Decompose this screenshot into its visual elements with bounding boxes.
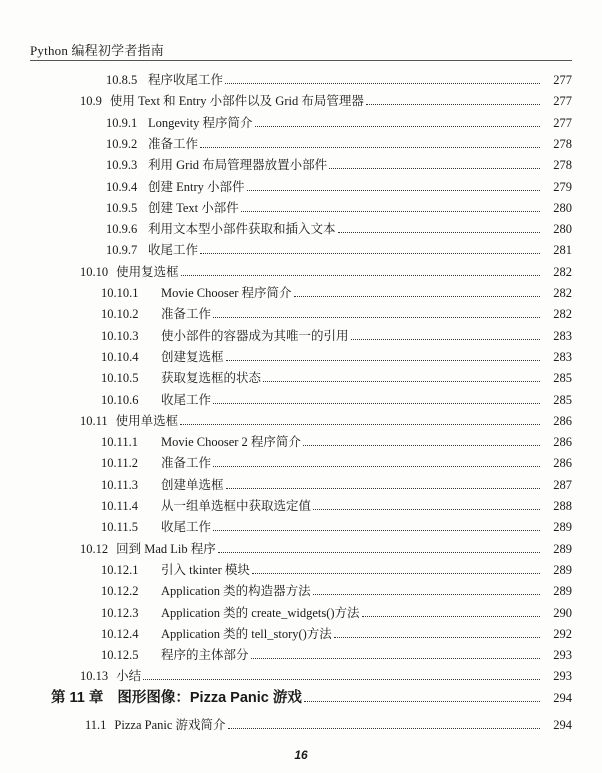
toc-page-number: 277 [553,94,572,109]
toc-title: 程序的主体部分 [161,648,249,663]
toc-subsection [0,388,602,408]
toc-number: 10.12.4 [101,626,139,641]
toc-number: 10.9.1 [106,115,138,130]
dot-leader [334,637,540,638]
toc-subsection [0,324,602,344]
toc-number: 11.1 [85,717,107,732]
toc-page-number: 287 [553,477,572,492]
toc-number: 10.9.3 [106,158,138,173]
toc-subsection [0,345,602,365]
toc-title: Pizza Panic 游戏简介 [114,717,226,732]
toc-subsection [0,579,602,599]
dot-leader [313,594,540,595]
toc-number: 10.12.1 [101,562,139,577]
toc-title: 创建单选框 [161,477,224,492]
toc-page-number: 280 [553,200,572,215]
toc-page-number: 292 [553,626,572,641]
toc-subsection [0,515,602,535]
toc-title: Movie Chooser 2 程序简介 [161,435,301,450]
dot-leader [329,168,540,169]
toc-number: 10.10 [80,264,109,279]
dot-leader [228,728,540,729]
toc-title: 使用单选框 [115,413,179,428]
dot-leader [225,83,540,84]
dot-leader [213,403,540,404]
toc-subsection [0,643,602,663]
toc-number: 10.10.4 [101,349,139,364]
toc-number: 10.10.5 [101,371,139,386]
toc-title: 小结 [116,669,142,684]
toc-page-number: 293 [553,669,572,684]
dot-leader [181,275,540,276]
toc-title: 创建复选框 [161,349,224,364]
toc-subsection [0,238,602,258]
toc-title: Application 类的 tell_story()方法 [161,626,332,641]
toc-subsection [0,622,602,642]
toc-section [0,664,602,684]
toc-number: 10.12 [80,541,109,556]
toc-section [0,713,602,733]
toc-title: 准备工作 [161,307,212,322]
toc-page-number: 279 [553,179,572,194]
toc-title: 利用 Grid 布局管理器放置小部件 [148,158,328,173]
toc-number: 10.9 [80,94,102,109]
toc-page-number: 283 [553,349,572,364]
toc-title: 收尾工作 [148,243,199,258]
toc-title: 收尾工作 [161,392,212,407]
toc-title: Application 类的 create_widgets()方法 [161,605,360,620]
dot-leader [143,679,540,680]
toc-number: 10.9.5 [106,200,138,215]
toc-number: 10.11.2 [101,456,139,471]
toc-number: 10.10.2 [101,307,139,322]
dot-leader [304,701,540,702]
toc-subsection [0,132,602,152]
toc-page-number: 282 [553,307,572,322]
toc-number: 10.12.2 [101,584,139,599]
toc-title: 收尾工作 [161,520,212,535]
toc-subsection [0,68,602,88]
toc-page-number: 286 [553,435,572,450]
toc-page-number: 277 [553,73,572,87]
page-number: 16 [294,748,308,762]
dot-leader [251,658,540,659]
toc-page-number: 290 [553,605,572,620]
toc-title: 回到 Mad Lib 程序 [116,541,216,556]
toc-number: 10.13 [80,669,109,684]
dot-leader [213,466,540,467]
toc-subsection [0,430,602,450]
toc-number: 10.11.3 [101,477,139,492]
toc-title: 程序收尾工作 [148,73,224,87]
toc-number: 10.9.6 [106,222,138,237]
toc-number: 10.12.5 [101,648,139,663]
dot-leader [241,211,540,212]
dot-leader [218,552,540,553]
toc-page-number: 282 [553,286,572,300]
toc-section [0,537,602,557]
toc-section [0,260,602,280]
toc-number: 10.9.4 [106,179,138,194]
dot-leader [313,509,540,510]
dot-leader [200,147,540,148]
toc-title: Movie Chooser 程序简介 [161,286,292,300]
toc-page-number: 280 [553,222,572,237]
toc-number: 10.10.1 [101,286,139,300]
toc-title: 使用复选框 [116,264,179,279]
toc-title: 从一组单选框中获取选定值 [161,499,312,513]
toc-page-number: 288 [553,499,572,513]
toc-number: 10.11 [80,413,108,428]
toc-subsection [0,196,602,216]
toc-title: 准备工作 [148,136,199,151]
toc-subsection [0,473,602,493]
toc-number: 10.10.3 [101,328,139,343]
toc-page-number: 289 [553,562,572,577]
toc-title: 创建 Text 小部件 [148,200,239,215]
toc-number: 10.11.5 [101,520,139,535]
dot-leader [366,104,540,105]
toc-subsection [0,175,602,195]
dot-leader [180,424,540,425]
toc-number: 10.9.7 [106,243,138,258]
toc-title: 创建 Entry 小部件 [148,179,245,194]
dot-leader [303,445,540,446]
toc-page-number: 281 [553,243,572,258]
toc-number: 10.11.4 [101,499,139,513]
toc-subsection [0,366,602,386]
toc-page-number: 294 [553,690,572,705]
toc-page-number: 286 [553,456,572,471]
dot-leader [226,488,540,489]
toc-page-number: 278 [553,158,572,173]
toc-page-number: 293 [553,648,572,663]
toc-page-number: 289 [553,584,572,599]
dot-leader [351,339,540,340]
running-header: Python 编程初学者指南 [30,43,164,58]
toc-title: 使小部件的容器成为其唯一的引用 [161,328,349,343]
toc-subsection [0,111,602,131]
toc-page-number: 283 [553,328,572,343]
toc-page-number: 282 [553,264,572,279]
toc-title: 利用文本型小部件获取和插入文本 [148,222,336,237]
toc-page-number: 285 [553,392,572,407]
dot-leader [200,253,540,254]
toc-title: Application 类的构造器方法 [161,584,311,599]
toc-subsection [0,601,602,621]
toc-number: 10.9.2 [106,136,138,151]
toc-title: 使用 Text 和 Entry 小部件以及 Grid 布局管理器 [109,94,364,109]
toc-number: 10.10.6 [101,392,139,407]
dot-leader [255,126,540,127]
toc-subsection [0,153,602,173]
dot-leader [338,232,540,233]
toc-page-number: 285 [553,371,572,386]
toc-chapter [0,686,602,706]
toc-number: 10.11.1 [101,435,139,450]
toc-subsection [0,451,602,471]
toc-number: 10.8.5 [106,73,138,87]
dot-leader [252,573,540,574]
dot-leader [213,317,540,318]
toc-page-number: 289 [553,520,572,535]
toc-title: 引入 tkinter 模块 [161,562,250,577]
dot-leader [247,190,540,191]
toc-page-number: 289 [553,541,572,556]
toc-page-number: 277 [553,115,572,130]
dot-leader [213,530,540,531]
toc-title: Longevity 程序简介 [148,115,253,130]
toc-section [0,89,602,109]
toc-page-number: 278 [553,136,572,151]
toc-section [0,409,602,429]
toc-number: 第 11 章 [51,689,104,706]
toc-subsection [0,302,602,322]
toc-page-number: 286 [553,413,572,428]
toc-title: 获取复选框的状态 [161,371,262,386]
toc-number: 10.12.3 [101,605,139,620]
dot-leader [294,296,540,297]
toc-subsection [0,494,602,514]
toc-subsection [0,281,602,301]
toc-subsection [0,217,602,237]
toc-title: 图形图像：Pizza Panic 游戏 [117,689,302,706]
toc-subsection [0,558,602,578]
header-rule [30,60,572,61]
dot-leader [362,616,540,617]
toc-page-number: 294 [553,717,572,732]
dot-leader [226,360,540,361]
dot-leader [263,381,540,382]
toc-title: 准备工作 [161,456,212,471]
